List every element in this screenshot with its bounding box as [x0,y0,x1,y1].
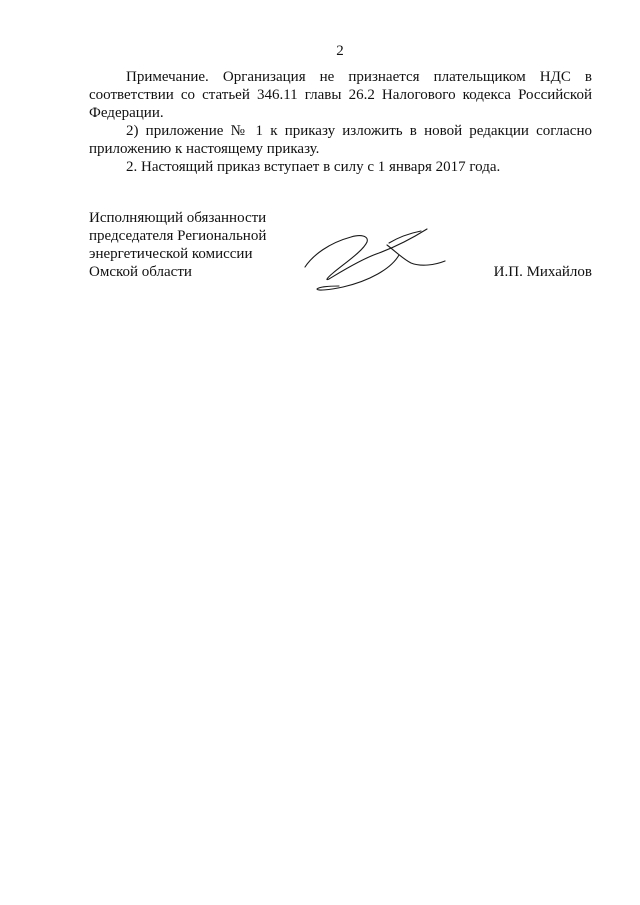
note-paragraph: Примечание. Организация не признается плательщиком НДС в соответствии со статьей 346.11 главы 26.2 Налогового кодекса Российской Федерации. [89,69,592,121]
page-number: 2 [336,43,344,59]
document-body [89,68,592,176]
amendment-paragraph: 2) приложение № 1 к приказу изложить в новой редакции согласно приложению к настоящему приказу. [89,123,592,157]
signer-name: И.П. Михайлов [493,264,592,280]
signature-block [89,209,592,299]
signer-title [89,209,266,281]
effective-date-paragraph: 2. Настоящий приказ вступает в силу с 1 января 2017 года. [126,159,501,175]
signer-title-line: Омской области [89,264,192,280]
handwritten-signature [299,215,449,305]
signer-title-line: энергетической комиссии [89,246,253,262]
signer-title-line: председателя Региональной [89,228,267,244]
signer-title-line: Исполняющий обязанности [89,210,267,226]
